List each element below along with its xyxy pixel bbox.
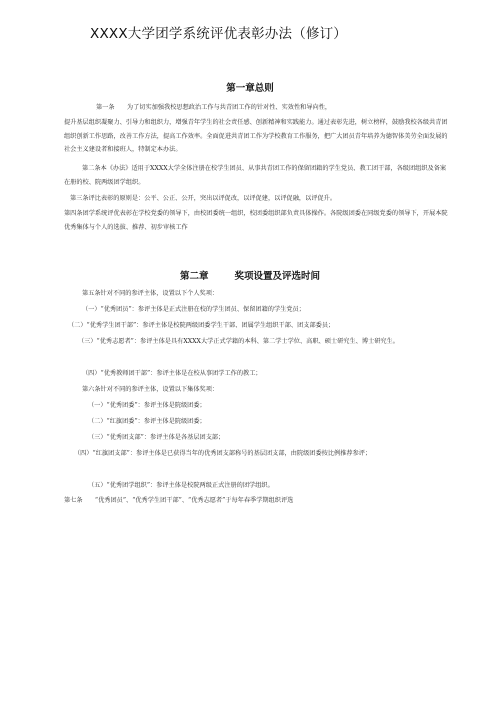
chapter1-paragraph-4: 第三条评比表彰的原则是：公平、公正、公开，突出以评促改，以评促建，以评促融，以评促升。 — [70, 195, 337, 202]
chapter1-heading: 第一章总则 — [226, 83, 274, 94]
chapter1-paragraph-5: 第四条团学系统评优表彰在学校党委的领导下，由校团委统一组织，校团委组织部负责具体操作。各院级团委在同级党委的领导下，开展本院优秀集体与个人的选拔、推荐、初步审核工作 — [64, 210, 448, 231]
chapter2-paragraph-5: （四）“优秀教师团干部”：参评主体是在校从事团学工作的教工； — [82, 370, 262, 377]
chapter1-paragraph-1: 第一条 为了切实加强我校思想政治工作与共青团工作的针对性、实效性和导向性， — [96, 104, 332, 111]
chapter2-paragraph-3: （二）“优秀学生团干部”：参评主体是校院两级团委学生干部、团属学生组织干部、团支部委员； — [68, 322, 335, 329]
chapter2-paragraph-6: 第六条针对不同的参评主体，设置以下集体奖项： — [82, 386, 219, 393]
chapter2-paragraph-12: 第七条 “优秀团员”、“优秀学生团干部”、“优秀志愿者”于每年春季学期组织评选 — [64, 497, 294, 504]
chapter1-paragraph-2: 提升基层组织凝聚力、引导力和组织力，增强青年学生的社会责任感、创新精神和实践能力。通过表彰先进，树立榜样，鼓励我校各级共青团组织创新工作思路，改善工作方法，提高工作效率。全面促进共青团工作为学校教育工作服务，把广大团员青年培养为德智体美劳全面发展的社会主义建设者和接班人，特制定本办法。 — [64, 119, 448, 153]
chapter2-paragraph-4: （三）“优秀志愿者”：参评主体是具有XXXX大学正式学籍的本科、第二学士学位、高职、硕士研究生、博士研究生。 — [78, 338, 399, 345]
chapter2-heading-number: 第二章 — [179, 271, 209, 282]
document-title: XXXX大学团学系统评优表彰办法（修订） — [90, 26, 347, 42]
chapter2-paragraph-9: （三）“优秀团支部”：参评主体是各基层团支部； — [88, 434, 225, 441]
chapter2-heading — [0, 268, 500, 282]
chapter2-paragraph-11: （五）“优秀团学组织”：参评主体是校院两级正式注册的团学组织。 — [88, 482, 274, 489]
chapter2-paragraph-10: （四）“红旗团支部”：参评主体是已获得当年的优秀团支部称号的基层团支部，由院级团委按比例推荐参评； — [74, 450, 372, 457]
chapter1-paragraph-3: 第二条本《办法》适用于XXXX大学全体注册在校学生团员、从事共青团工作的保留团籍的学生党员、教工团干部，各级团组织及备案在册的校、院两级团学组织。 — [64, 165, 447, 186]
chapter2-paragraph-7: （一）“优秀团委”：参评主体是院级团委； — [88, 402, 206, 409]
chapter2-paragraph-8: （二）“红旗团委”：参评主体是院级团委； — [88, 418, 206, 425]
chapter2-heading-title: 奖项设置及评选时间 — [234, 271, 321, 282]
chapter2-paragraph-2: （一）“优秀团员”：参评主体是正式注册在校的学生团员、保留团籍的学生党员； — [82, 306, 305, 313]
chapter2-paragraph-1: 第五条针对不同的参评主体，设置以下个人奖项： — [82, 290, 219, 297]
